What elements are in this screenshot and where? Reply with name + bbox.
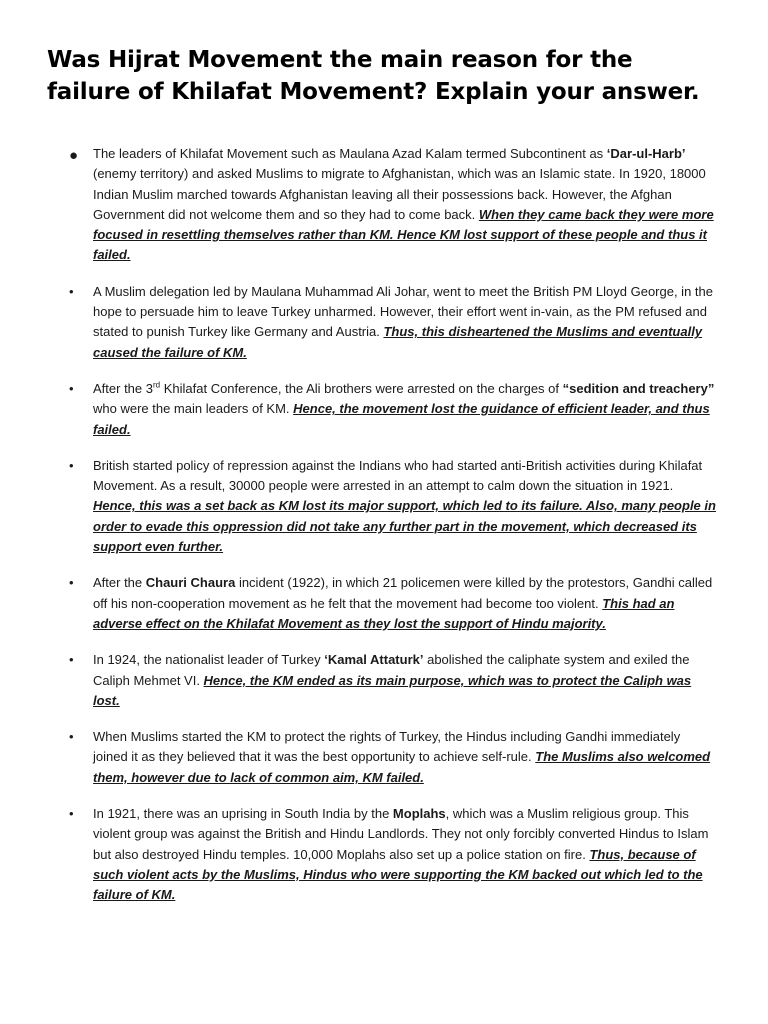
point-conclusion: Thus, this disheartened the Muslims and eventually caused the failure of KM. [93, 324, 703, 360]
point-conclusion: This had an adverse effect on the Khilafat Movement as they lost the support of Hindu majority. [93, 595, 675, 631]
point-text: After the 3 [93, 380, 153, 396]
bullet-icon: ● [69, 147, 79, 164]
bullet-icon: • [69, 380, 74, 396]
point-text: After the [93, 575, 146, 591]
point-list [47, 144, 718, 906]
point-text: (enemy territory) and asked Muslims to migrate to Afghanistan, which was an Islamic state. In 1920, 18000 Indian Muslim marched towards Afghanistan leaving all their possessions back. However, the Afghan Government did not welcome them and so they had to come back. [93, 166, 706, 222]
point-text: who were the main leaders of KM. [93, 401, 294, 417]
point-text: A Muslim delegation led by Maulana Muhammad Ali Johar, went to meet the British PM Lloyd George, in the hope to persuade him to leave Turkey unharmed. However, their effort went in-vain, as the PM refused and stated to punish Turkey like Germany and Austria. [93, 283, 713, 340]
bullet-icon: • [69, 575, 74, 591]
point-highlight: ‘Kamal Attaturk’ [324, 652, 424, 668]
point-moplahs [47, 804, 718, 905]
point-text: The leaders of Khilafat Movement such as Maulana Azad Kalam termed Subcontinent as [93, 146, 607, 161]
point-conclusion: Hence, the KM ended as its main purpose, which was to protect the Caliph was lost. [93, 672, 692, 708]
point-conclusion: The Muslims also welcomed them, however due to lack of common aim, KM failed. [93, 749, 711, 785]
point-conclusion: Thus, because of such violent acts by the Muslims, Hindus who were supporting the KM backed out which led to the failure of KM. [93, 846, 703, 903]
point-highlight: ‘Dar-ul-Harb’ [606, 146, 686, 161]
point-repression [47, 456, 718, 557]
point-conclusion: Hence, this was a set back as KM lost its major support, which led to its failure. Also, many people in order to evade this oppression did not take any further part in the movement, which decreased its support even further. [93, 498, 716, 555]
point-text: Khilafat Conference, the Ali brothers were arrested on the charges of [160, 380, 563, 396]
point-highlight: “sedition and treachery” [562, 380, 715, 396]
point-text: In 1924, the nationalist leader of Turkey [93, 652, 325, 668]
ordinal-suffix: rd [152, 380, 161, 390]
point-conclusion: When they came back they were more focused in resettling themselves rather than KM. Hence KM lost support of these people and thus it failed. [93, 206, 714, 263]
bullet-icon: • [69, 806, 74, 822]
bullet-icon: • [69, 729, 74, 745]
bullet-icon: • [69, 283, 74, 299]
bullet-icon: • [69, 652, 74, 668]
point-ali-brothers [47, 379, 718, 440]
point-highlight: Moplahs [392, 806, 446, 822]
point-text: , which was a Muslim religious group. This violent group was against the British and Hindu Landlords. They not only forcibly converted Hindus to Islam but also destroyed Hindu temples. 10,000 Moplahs also set up a police station on fire. [93, 806, 709, 862]
point-text: incident (1922), in which 21 policemen were killed by the protestors, Gandhi called off his non-cooperation movement as he felt that the movement had become too violent. [93, 575, 713, 611]
bullet-icon: • [69, 457, 74, 473]
point-delegation [47, 282, 718, 363]
point-hindu-muslim-unity [47, 727, 718, 788]
point-text: In 1921, there was an uprising in South India by the [93, 806, 393, 822]
point-highlight: Chauri Chaura [145, 575, 236, 591]
point-hijrat [47, 144, 718, 266]
point-text: abolished the caliphate system and exiled the Caliph Mehmet VI. [93, 652, 690, 688]
point-chauri-chaura [47, 573, 718, 634]
page-title: Was Hijrat Movement the main reason for the failure of Khilafat Movement? Explain your answer. [47, 47, 700, 105]
point-conclusion: Hence, the movement lost the guidance of efficient leader, and thus failed. [93, 401, 710, 437]
point-text: British started policy of repression against the Indians who had started anti-British activities during Khilafat Movement. As a result, 30000 people were arrested in an attempt to calm down the situation in 1921. [93, 457, 703, 494]
point-text: When Muslims started the KM to protect the rights of Turkey, the Hindus including Gandhi immediately joined it as they believed that it was the best opportunity to achieve self-rule. [93, 729, 681, 765]
point-attaturk [47, 650, 718, 711]
